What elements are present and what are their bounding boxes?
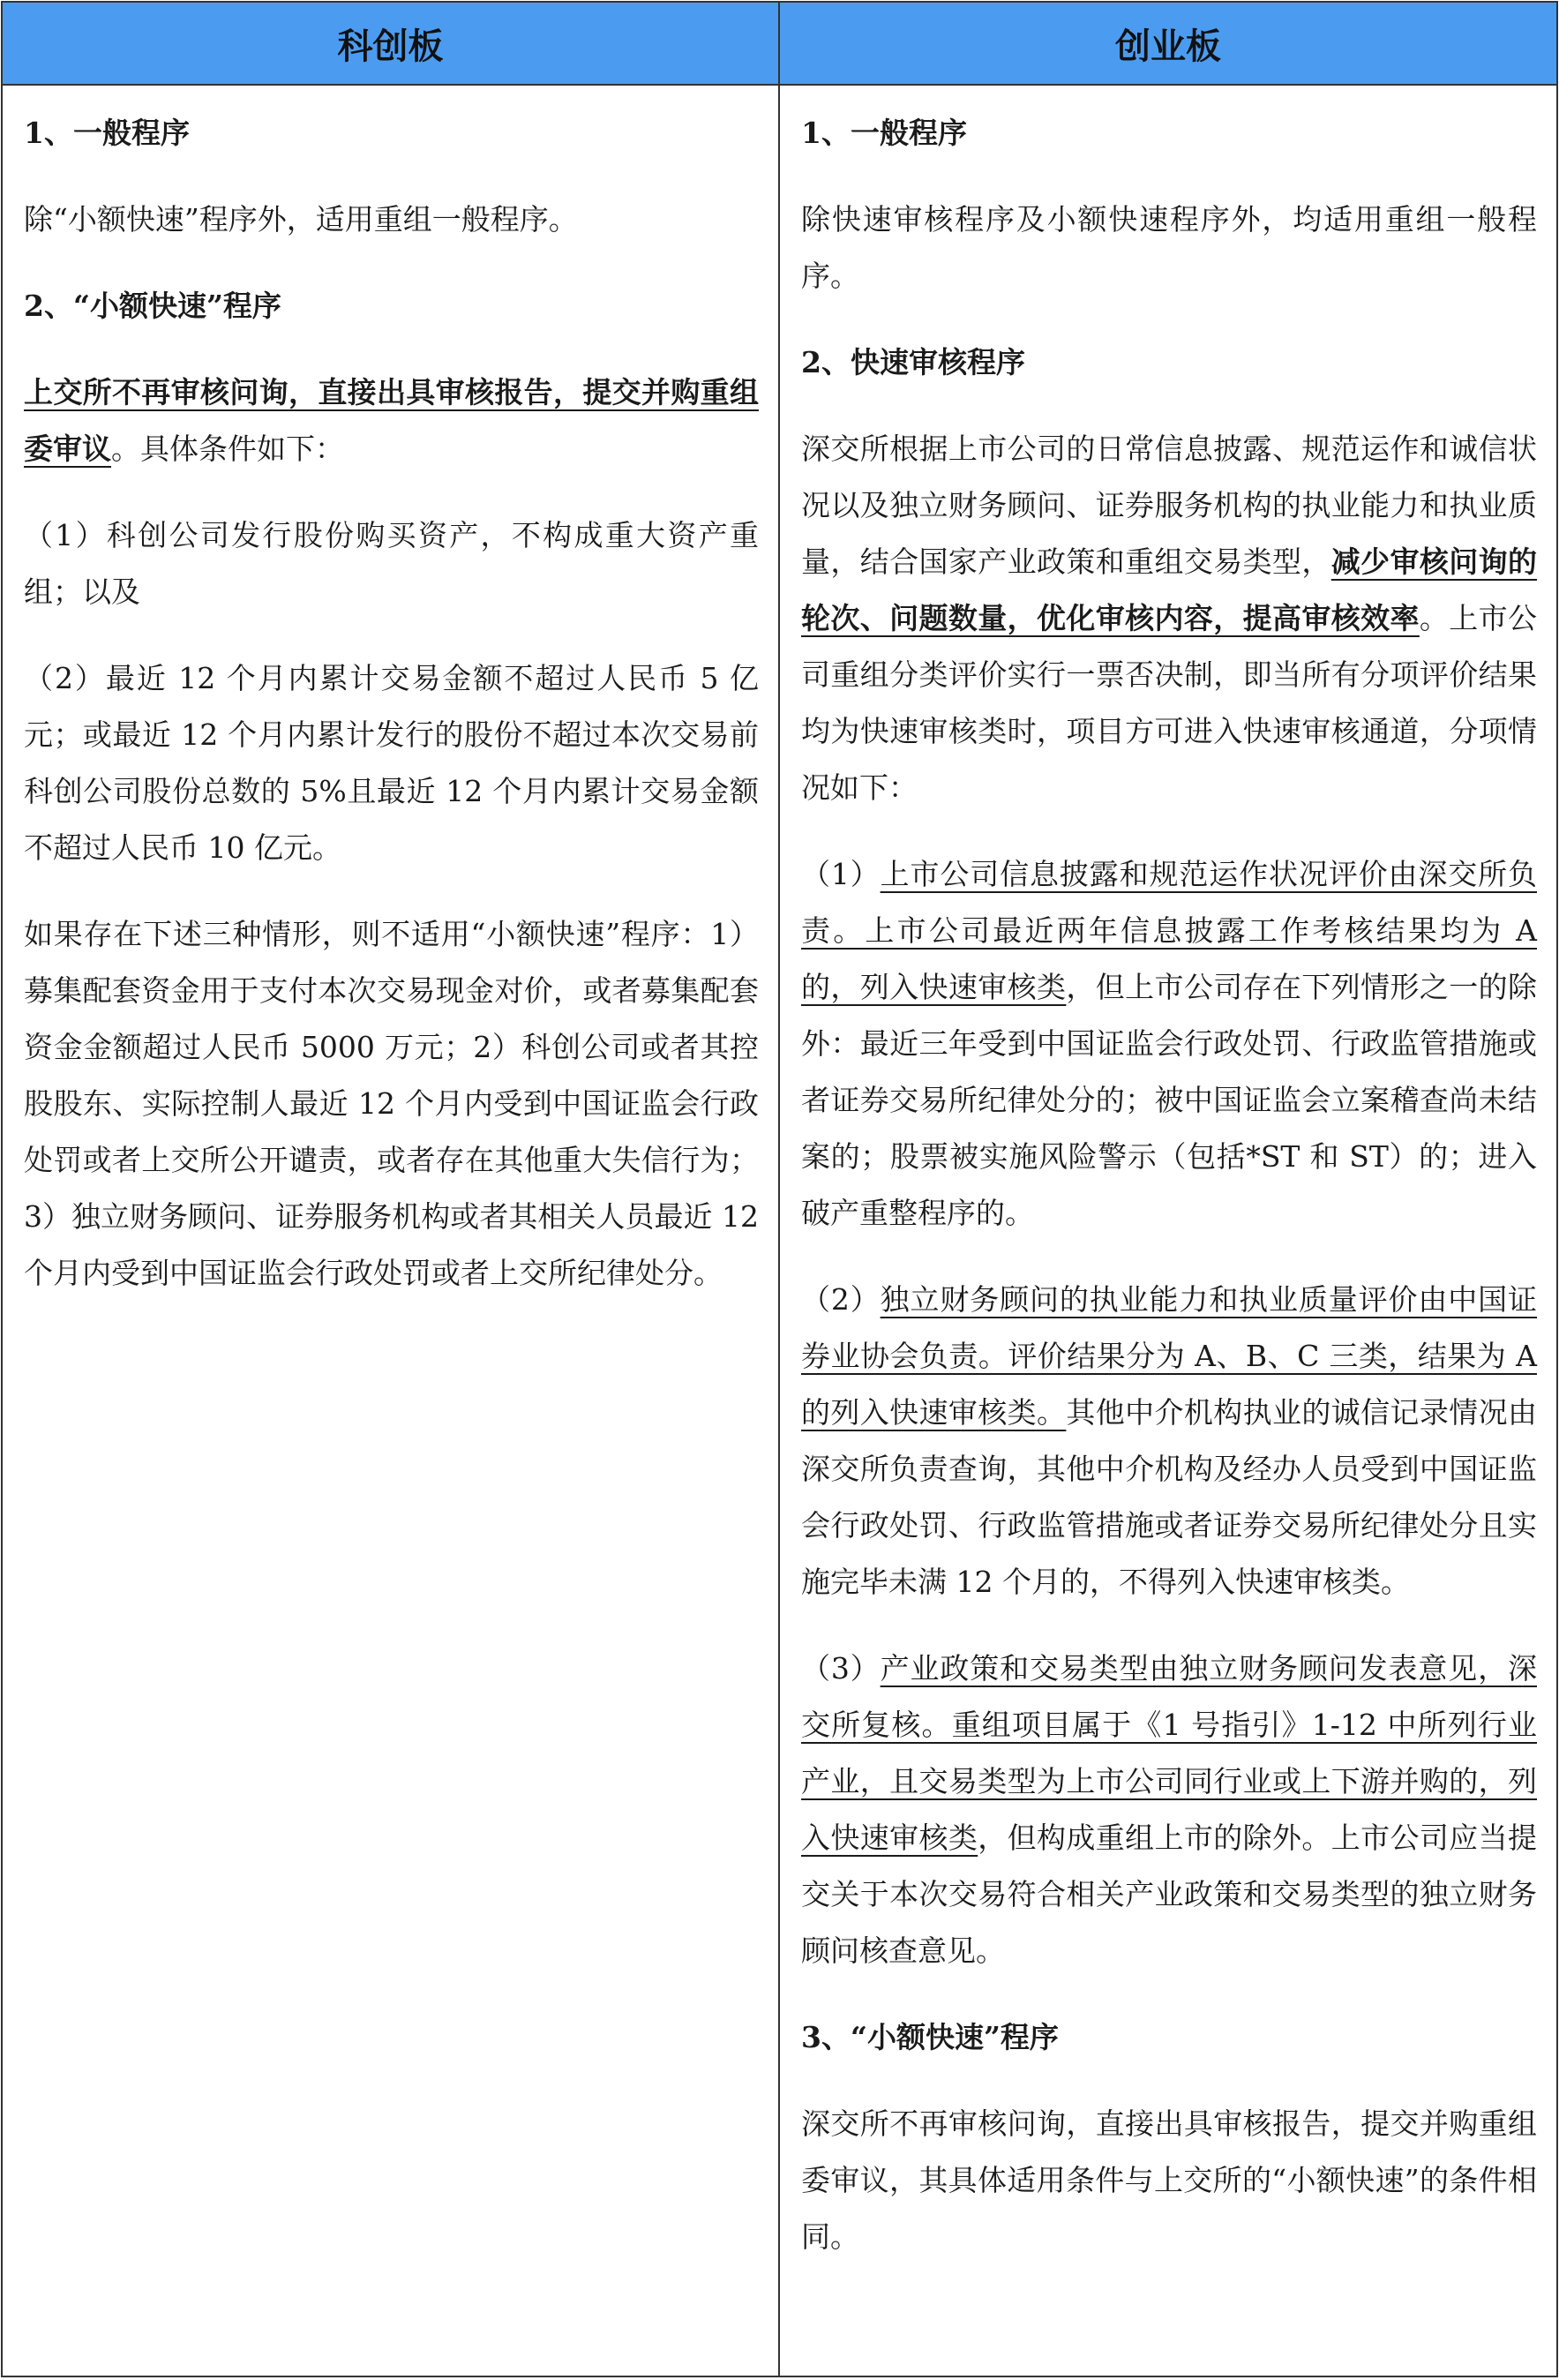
right-fast-review-intro: 深交所根据上市公司的日常信息披露、规范运作和诚信状况以及独立财务顾问、证券服务机构的执业能力和执业质量，结合国家产业政策和重组交易类型， xyxy=(801,432,1537,579)
left-condition-2: （2）最近 12 个月内累计交易金额不超过人民币 5 亿元；或最近 12 个月内累计发行的股份不超过本次交易前科创公司股份总数的 5%且最近 12 个月内累计交易金额不超过人民币 10 亿元。 xyxy=(24,661,759,865)
header-chuangye: 创业板 xyxy=(779,2,1557,85)
left-small-fast-rest: 。具体条件如下： xyxy=(111,432,344,466)
right-heading-general: 1、一般程序 xyxy=(801,116,967,150)
header-kechuang: 科创板 xyxy=(2,2,779,85)
right-item-1 xyxy=(801,846,1537,1242)
right-item-2 xyxy=(801,1272,1537,1610)
left-general-text: 除“小额快速”程序外，适用重组一般程序。 xyxy=(24,202,578,236)
left-condition-1: （1）科创公司发行股份购买资产，不构成重大资产重组；以及 xyxy=(24,518,759,609)
right-item-1-rest: ，但上市公司存在下列情形之一的除外：最近三年受到中国证监会行政处罚、行政监管措施或者证券交易所纪律处分的；被中国证监会立案稽查尚未结案的；股票被实施风险警示（包括*ST 和 ST）的；进入破产重整程序的。 xyxy=(801,970,1537,1230)
right-item-2-rest: 其他中介机构执业的诚信记录情况由深交所负责查询，其他中介机构及经办人员受到中国证监会行政处罚、行政监管措施或者证券交易所纪律处分且实施完毕未满 12 个月的，不得列入快速审核类。 xyxy=(801,1395,1537,1599)
content-row xyxy=(2,85,1557,2376)
right-general-text: 除快速审核程序及小额快速程序外，均适用重组一般程序。 xyxy=(801,202,1537,293)
right-item-1-underlined: 上市公司信息披露和规范运作状况评价由深交所负责。上市公司最近两年信息披露工作考核结果均为 A 的，列入快速审核类 xyxy=(801,857,1537,1004)
left-small-fast-emphasis: 上交所不再审核问询，直接出具审核报告，提交并购重组委审议 xyxy=(24,375,759,466)
comparison-table xyxy=(1,1,1558,2377)
chuangye-cell xyxy=(779,85,1557,2376)
right-fast-review-emphasis: 减少审核问询的轮次、问题数量，优化审核内容，提高审核效率 xyxy=(801,544,1537,635)
left-heading-general: 1、一般程序 xyxy=(24,116,190,150)
right-item-3-rest: ，但构成重组上市的除外。上市公司应当提交关于本次交易符合相关产业政策和交易类型的独立财务顾问核查意见。 xyxy=(801,1821,1537,1968)
right-item-3-prefix: （3） xyxy=(801,1651,881,1686)
right-heading-small-fast: 3、“小额快速”程序 xyxy=(801,2020,1059,2054)
right-item-2-underlined: 独立财务顾问的执业能力和执业质量评价由中国证券业协会负责。评价结果分为 A、B、C 三类，结果为 A 的列入快速审核类。 xyxy=(801,1282,1537,1430)
header-row xyxy=(2,2,1557,85)
right-fast-review-text xyxy=(801,421,1537,816)
left-exclusion-text: 如果存在下述三种情形，则不适用“小额快速”程序：1）募集配套资金用于支付本次交易现金对价，或者募集配套资金金额超过人民币 5000 万元；2）科创公司或者其控股股东、实际控制人最近 12 个月内受到中国证监会行政处罚或者上交所公开谴责，或者存在其他重大失信行为；3）独立财务顾问、证券服务机构或者其相关人员最近 12 个月内受到中国证监会行政处罚或者上交所纪律处分。 xyxy=(24,917,759,1290)
right-item-1-prefix: （1） xyxy=(801,857,881,891)
right-item-2-prefix: （2） xyxy=(801,1282,881,1317)
right-fast-review-rest: 。上市公司重组分类评价实行一票否决制，即当所有分项评价结果均为快速审核类时，项目方可进入快速审核通道，分项情况如下： xyxy=(801,601,1537,805)
right-item-3-underlined: 产业政策和交易类型由独立财务顾问发表意见，深交所复核。重组项目属于《1 号指引》1-12 中所列行业产业，且交易类型为上市公司同行业或上下游并购的，列入快速审核类 xyxy=(801,1651,1537,1855)
right-heading-fast-review: 2、快速审核程序 xyxy=(801,345,1025,379)
right-item-3 xyxy=(801,1640,1537,1979)
right-small-fast-text: 深交所不再审核问询，直接出具审核报告，提交并购重组委审议，其具体适用条件与上交所的“小额快速”的条件相同。 xyxy=(801,2106,1537,2254)
kechuang-cell xyxy=(2,85,779,2376)
left-heading-small-fast: 2、“小额快速”程序 xyxy=(24,289,281,323)
left-small-fast-text xyxy=(24,364,759,477)
